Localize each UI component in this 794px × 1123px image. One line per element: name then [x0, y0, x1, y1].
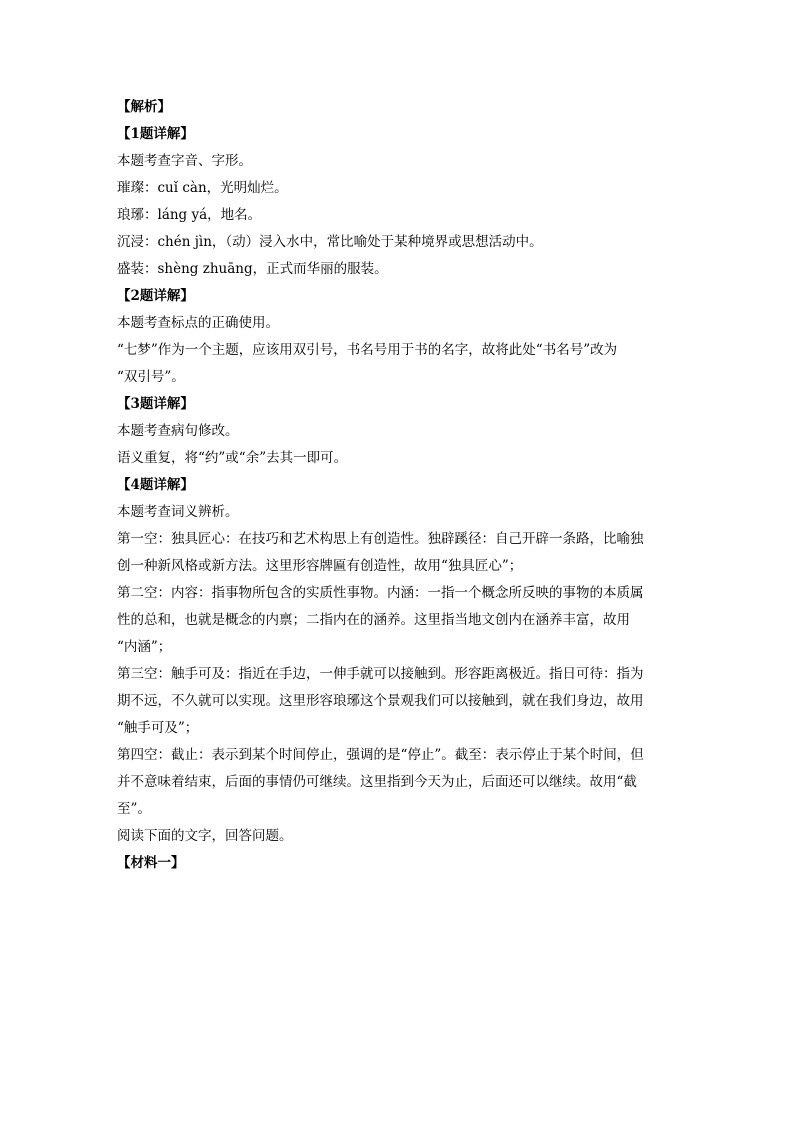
question-3-heading: 【3题详解】: [117, 396, 194, 412]
section-heading-analysis: 【解析】: [117, 99, 171, 115]
question-1-heading: 【1题详解】: [117, 126, 194, 142]
question-2-heading: 【2题详解】: [117, 288, 194, 304]
q4-blank-1-line-2: 创一种新风格或新方法。这里形容牌匾有创造性，故用“独具匠心”；: [117, 558, 523, 574]
reading-instruction: 阅读下面的文字，回答问题。: [117, 828, 293, 844]
q1-intro: 本题考查字音、字形。: [117, 153, 252, 169]
q2-intro: 本题考查标点的正确使用。: [117, 315, 279, 331]
q4-blank-2-line-2: 性的总和，也就是概念的内禀；二指内在的涵养。这里指当地文创内在涵养丰富，故用: [117, 612, 630, 628]
q2-explanation-line-1: “七梦”作为一个主题，应该用双引号，书名号用于书的名字，故将此处“书名号”改为: [117, 342, 618, 358]
q4-blank-1-line-1: 第一空：独具匠心：在技巧和艺术构思上有创造性。独辟蹊径：自己开辟一条路，比喻独: [117, 531, 644, 547]
q4-blank-3-line-2: 期不远，不久就可以实现。这里形容琅琊这个景观我们可以接触到，就在我们身边，故用: [117, 693, 644, 709]
q1-term-chenjin: 沉浸：chén jìn，（动）浸入水中，常比喻处于某种境界或思想活动中。: [117, 234, 543, 250]
q4-blank-2-line-3: “内涵”；: [117, 639, 172, 655]
q2-explanation-line-2: “双引号”。: [117, 369, 185, 385]
q4-blank-2-line-1: 第二空：内容：指事物所包含的实质性事物。内涵：一指一个概念所反映的事物的本质属: [117, 585, 644, 601]
q1-term-langya: 琅琊：láng yá，地名。: [117, 207, 262, 223]
question-4-heading: 【4题详解】: [117, 477, 194, 493]
material-1-heading: 【材料一】: [117, 855, 185, 871]
q4-blank-4-line-3: 至”。: [117, 801, 151, 817]
q3-explanation: 语义重复，将“约”或“余”去其一即可。: [117, 450, 348, 466]
document-body: [117, 94, 677, 877]
q1-term-shengzhuang: 盛装：shèng zhuāng，正式而华丽的服装。: [117, 261, 388, 277]
q4-blank-3-line-3: “触手可及”；: [117, 720, 199, 736]
q3-intro: 本题考查病句修改。: [117, 423, 239, 439]
q1-term-cuican: 璀璨：cuǐ càn，光明灿烂。: [117, 180, 288, 196]
q4-blank-4-line-1: 第四空：截止：表示到某个时间停止，强调的是“停止”。截至：表示停止于某个时间，但: [117, 747, 644, 763]
q4-blank-3-line-1: 第三空：触手可及：指近在手边，一伸手就可以接触到。形容距离极近。指日可待：指为: [117, 666, 644, 682]
q4-intro: 本题考查词义辨析。: [117, 504, 239, 520]
q4-blank-4-line-2: 并不意味着结束，后面的事情仍可继续。这里指到今天为止，后面还可以继续。故用“截: [117, 774, 637, 790]
